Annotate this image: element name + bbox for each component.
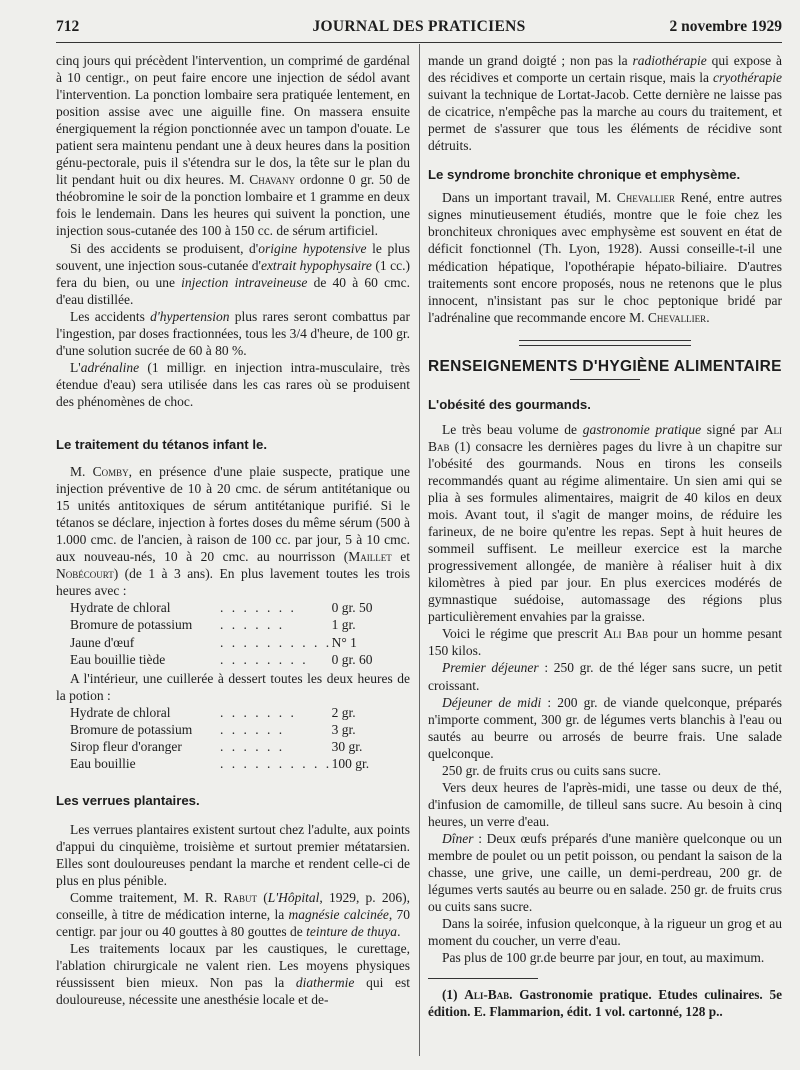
table-row: Eau bouillie . . . . . . . . . . 100 gr.: [70, 755, 370, 771]
section-heading-tetanos: Le traitement du tétanos infant le.: [56, 436, 268, 452]
table-row: Sirop fleur d'oranger . . . . . . 30 gr.: [70, 738, 363, 754]
page-header: [56, 18, 782, 40]
footnote-rule: [428, 978, 538, 979]
paragraph: A l'intérieur, une cuillerée à dessert toutes les deux heures de la potion :: [56, 670, 410, 703]
right-column: [428, 52, 782, 1020]
paragraph: Comme traitement, M. R. Rabut (L'Hôpital, 1929, p. 206), conseille, à titre de médication interne, la magnésie calcinée, 70 centigr. par jour ou 40 gouttes à 80 gouttes de teinture de thuya.: [56, 890, 411, 940]
paragraph: Pas plus de 100 gr.de beurre par jour, en tout, au maximum.: [442, 950, 765, 966]
paragraph: mande un grand doigté ; non pas la radiothérapie qui expose à des récidives et comporte un certain risque, mais la cryothérapie suivant la technique de Lortat-Jacob. Cette dernière ne laisse pas de cicatrice, n'empêche pas la marche au cours du traitement, et permet de s'assurer que tous les éléments de récidive sont détruits.: [428, 53, 783, 154]
footnote: (1) Ali-Bab. Gastronomie pratique. Etudes culinaires. 5e édition. E. Flammarion, édit. 1 vol. cartonné, 128 p..: [428, 987, 782, 1020]
paragraph: M. Comby, en présence d'une plaie suspecte, pratique une injection préventive de 10 à 20 cmc. de sérum antitétanique ou 15 unités antitoxiques de sérum antitétanique purifié. Si le tétanos se déclare, injection à fortes doses du même sérum (500 à 1.000 cmc. de l'ancien, à raison de 100 cc. par jour, 5 à 10 cmc. aux nouveau-nés, 10 à 20 cmc. au nourrisson (Maillet et Nobécourt) (de 1 à 3 ans). En plus lavement toutes les trois heures avec :: [56, 464, 411, 599]
left-column: [56, 52, 410, 1008]
paragraph: Si des accidents se produisent, d'origine hypotensive le plus souvent, une injection sous-cutanée d'extrait hypophysaire (1 cc.) fera du bien, ou une injection intraveineuse de 40 à 60 cmc. d'eau distillée.: [56, 240, 411, 307]
section-heading-syndrome: Le syndrome bronchite chronique et emphysème.: [428, 167, 741, 183]
paragraph: Les accidents d'hypertension plus rares seront combattus par l'ingestion, par doses fractionnées, tous les 3/4 d'heure, de 100 gr. d'une solution sucrée de 60 à 80 %.: [56, 308, 411, 358]
paragraph: Vers deux heures de l'après-midi, une tasse ou deux de thé, d'infusion de camomille, de tilleul sans sucre. Au besoin à cinq heures, un verre d'eau.: [428, 779, 782, 829]
issue-date: 2 novembre 1929: [669, 18, 782, 35]
column-divider: [419, 44, 420, 1056]
section-rule: [519, 340, 691, 346]
section-heading-verrues: Les verrues plantaires.: [56, 792, 200, 808]
paragraph: cinq jours qui précèdent l'intervention, un comprimé de gardénal à 10 centigr., on peut faire encore une injection de sédol avant l'intervention. La ponction lombaire sera pratiquée lentement, en position assise avec une aiguille fine. On massera ensuite énergiquement la région ponctionnée avec un tampon d'ouate. Le patient sera maintenu pendant une à deux heures dans la position génu-pectorale, puis il s'étendra sur le dos, la tête sur le plan du lit pendant huit ou dix heures. M. Chavany ordonne 0 gr. 50 de théobromine le soir de la ponction lombaire et 1 gramme en deux fois le lendemain. Dans les heures qui suivent la ponction, une injection sous-cutanée des 100 à 150 cc. de sérum artificiel.: [56, 53, 411, 239]
paragraph: Dans la soirée, infusion quelconque, à la rigueur un grog et au moment du coucher, un verre d'eau.: [428, 916, 782, 949]
section-title: RENSEIGNEMENTS D'HYGIÈNE ALIMENTAIRE: [428, 357, 782, 375]
paragraph: Dans un important travail, M. Chevallier René, entre autres signes minutieusement étudiés, montre que le foie chez les bronchiteux chroniques avec emphysème est souvent en état de déficit fonctionnel (Th. Lyon, 1928). Aussi conseille-t-il une médication hépatique, l'opothérapie hépato-biliaire. D'autres traitements sont encore proposés, nous ne retenons que le plus innocent, n'insistant pas sur le choc peptonique bridé par l'adrénaline que recommande encore M. Chevallier.: [428, 190, 783, 325]
table-row: Bromure de potassium . . . . . . 1 gr.: [70, 617, 356, 633]
title-rule: [570, 379, 640, 380]
table-row: Hydrate de chloral . . . . . . . 0 gr. 50: [70, 600, 373, 616]
journal-title: JOURNAL DES PRATICIENS: [312, 18, 526, 35]
prescription-table-potion: [70, 704, 369, 772]
table-row: Bromure de potassium . . . . . . 3 gr.: [70, 721, 356, 737]
paragraph: Le très beau volume de gastronomie pratique signé par Ali Bab (1) consacre les dernières pages du livre à un chapitre sur l'obésité des gourmands. Nous en tirons les conseils recommandés quant au régime alimentaire. Un sien ami qui se plia à ses formules alimentaires, maigrit de 40 kilos en deux mois. Avant tout, il s'agit de manger moins, de réduire les farineux, de ne boire qu'entre les repas. Sept à huit heures de sommeil suffisent. Le meilleur exercice est la marche progressivement allongée, de manière à réaliser huit à dix kilomètres à pied par jour. En plus exercices modérés de gymnastique suédoise, automassage des régions plus particulièrement envahies par la graisse.: [428, 421, 783, 625]
paragraph: Déjeuner de midi : 200 gr. de viande quelconque, préparés n'importe comment, 300 gr. de légumes verts blanchis à l'eau ou sautés au beurre ou arrosés de beurre frais. Une salade quelconque.: [428, 694, 782, 761]
paragraph: Les verrues plantaires existent surtout chez l'adulte, aux points d'appui du cinquième, troisième et surtout premier métatarsien. Elles sont douloureuses pendant la marche et rendent celle-ci de plus en plus pénible.: [56, 821, 410, 889]
paragraph: 250 gr. de fruits crus ou cuits sans sucre.: [442, 762, 661, 778]
paragraph: Les traitements locaux par les caustiques, le curettage, l'ablation chirurgicale ne valent rien. Les moyens physiques réussissent bien mieux. Non pas la diathermie qui est douloureuse, nécessite une anesthésie locale et de-: [56, 941, 411, 1008]
paragraph: Premier déjeuner : 250 gr. de thé léger sans sucre, un petit croissant.: [428, 660, 783, 693]
table-row: Jaune d'œuf . . . . . . . . . . N° 1: [70, 634, 357, 650]
paragraph: Dîner : Deux œufs préparés d'une manière quelconque ou un membre de poulet ou un petit poisson, ou pendant la saison de la chasse, une grive, une caille, un demi-perdreau, 200 gr. de légumes verts sautés au beurre ou en salade. 250 gr. de fruits crus ou cuits sans sucre.: [428, 830, 782, 915]
author-name: Chavany: [249, 172, 295, 188]
table-row: Hydrate de chloral . . . . . . . 2 gr.: [70, 704, 356, 720]
paragraph: L'adrénaline (1 milligr. en injection intra-musculaire, très étendue d'eau) sera utilisée dans les cas rares où se produisent des phénomènes de choc.: [56, 359, 411, 409]
table-row: Eau bouillie tiède . . . . . . . . 0 gr. 60: [70, 651, 373, 667]
section-heading-obesite: L'obésité des gourmands.: [428, 396, 591, 412]
page-number: 712: [56, 18, 80, 35]
header-rule: [56, 42, 782, 43]
paragraph: Voici le régime que prescrit Ali Bab pour un homme pesant 150 kilos.: [428, 626, 782, 659]
prescription-table-lavement: [70, 599, 373, 667]
